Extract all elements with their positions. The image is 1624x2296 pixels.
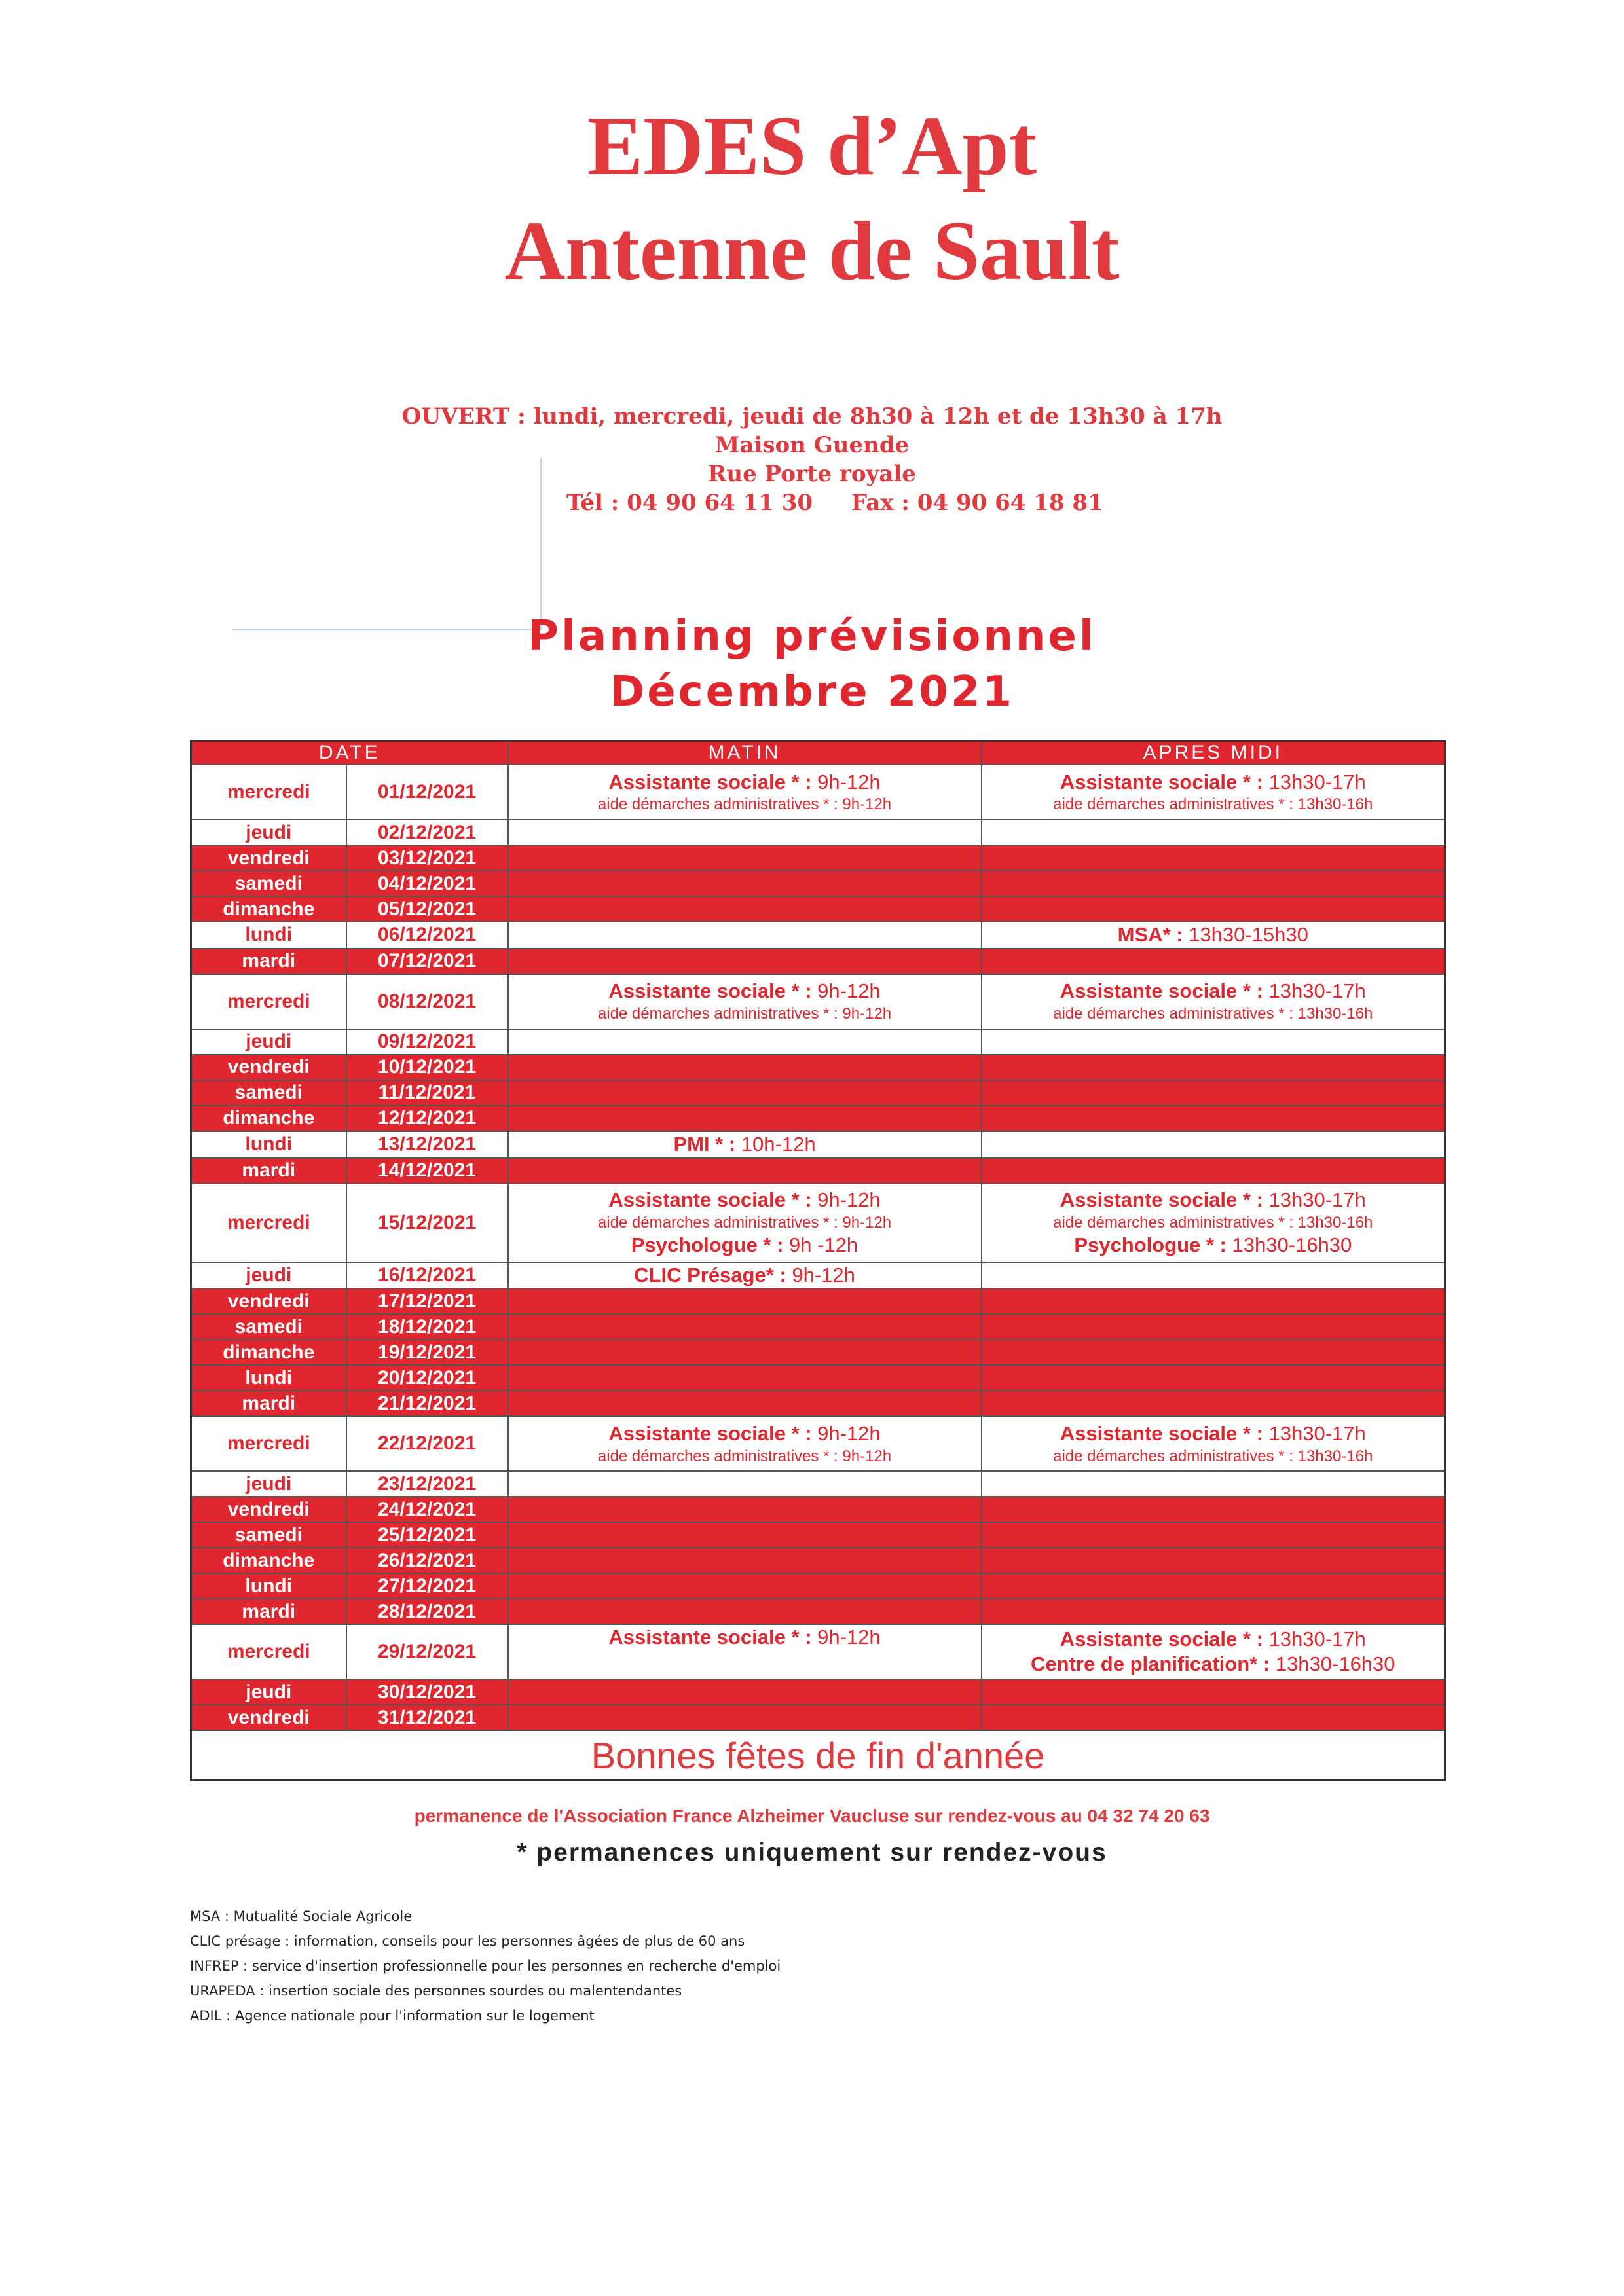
date-cell: 08/12/2021	[346, 974, 508, 1029]
date-cell: 21/12/2021	[346, 1391, 508, 1416]
schedule-row	[191, 1548, 1445, 1573]
afternoon-cell	[982, 1262, 1445, 1289]
schedule-row	[191, 1416, 1445, 1471]
date-cell: 16/12/2021	[346, 1262, 508, 1289]
afternoon-cell	[982, 820, 1445, 845]
schedule-row	[191, 1158, 1445, 1184]
glossary-item: CLIC présage : information, conseils pour les personnes âgées de plus de 60 ans	[190, 1933, 745, 1949]
date-cell: 14/12/2021	[346, 1158, 508, 1184]
service-label: CLIC Présage* :	[634, 1263, 786, 1286]
day-cell: mardi	[191, 1599, 346, 1624]
morning-cell	[508, 922, 982, 949]
date-cell: 24/12/2021	[346, 1497, 508, 1522]
schedule-row	[191, 1131, 1445, 1158]
schedule-row	[191, 1522, 1445, 1548]
schedule-row	[191, 1573, 1445, 1599]
schedule-row	[191, 1262, 1445, 1289]
day-cell: mardi	[191, 949, 346, 974]
day-cell: jeudi	[191, 820, 346, 845]
service-label: Assistante sociale * :	[1060, 1627, 1263, 1650]
afternoon-cell	[982, 1599, 1445, 1624]
morning-cell	[508, 1548, 982, 1573]
service-hours: 13h30-17h	[1268, 1421, 1366, 1445]
afternoon-cell	[982, 1131, 1445, 1158]
day-cell: jeudi	[191, 1262, 346, 1289]
day-cell: jeudi	[191, 1471, 346, 1497]
schedule-row	[191, 1391, 1445, 1416]
service-label: aide démarches administratives * :	[597, 1447, 838, 1465]
morning-cell	[508, 1471, 982, 1497]
morning-cell	[508, 949, 982, 974]
afternoon-cell	[982, 1288, 1445, 1314]
service-hours: 13h30-17h	[1268, 770, 1366, 793]
schedule-table	[190, 740, 1446, 1781]
morning-cell	[508, 974, 982, 1029]
appointment-note: * permanences uniquement sur rendez-vous	[517, 1838, 1107, 1867]
afternoon-cell	[982, 1705, 1445, 1730]
morning-cell	[508, 845, 982, 871]
morning-cell	[508, 1705, 982, 1730]
day-cell: mercredi	[191, 1416, 346, 1471]
service-hours: 9h-12h	[817, 770, 881, 793]
service-hours: 9h-12h	[842, 1447, 892, 1465]
planning-title: Planning prévisionnel	[528, 612, 1096, 661]
fax-number: Fax : 04 90 64 18 81	[851, 490, 1103, 516]
service-label: Assistante sociale * :	[1060, 1421, 1263, 1445]
schedule-row	[191, 1705, 1445, 1730]
date-cell: 13/12/2021	[346, 1131, 508, 1158]
morning-cell	[508, 1106, 982, 1131]
service-label: Psychologue * :	[1074, 1233, 1227, 1256]
column-header-matin: MATIN	[508, 741, 982, 765]
afternoon-cell	[982, 1106, 1445, 1131]
afternoon-cell	[982, 1055, 1445, 1080]
afternoon-cell	[982, 1679, 1445, 1705]
title-line-2: Antenne de Sault	[504, 204, 1120, 297]
morning-cell	[508, 1599, 982, 1624]
alzheimer-note: permanence de l'Association France Alzheimer Vaucluse sur rendez-vous au 04 32 74 20 63	[414, 1806, 1210, 1826]
afternoon-cell	[982, 765, 1445, 820]
service-hours: 13h30-17h	[1268, 1627, 1366, 1650]
schedule-row	[191, 1314, 1445, 1339]
morning-cell	[508, 1080, 982, 1106]
date-cell: 01/12/2021	[346, 765, 508, 820]
afternoon-cell	[982, 1624, 1445, 1679]
afternoon-cell	[982, 845, 1445, 871]
date-cell: 11/12/2021	[346, 1080, 508, 1106]
date-cell: 25/12/2021	[346, 1522, 508, 1548]
service-hours: 13h30-15h30	[1189, 923, 1308, 946]
service-hours: 9h-12h	[817, 1188, 881, 1211]
service-hours: 9h -12h	[789, 1233, 858, 1256]
title-line-1: EDES d’Apt	[587, 100, 1037, 192]
service-hours: 10h-12h	[741, 1132, 816, 1156]
service-label: Assistante sociale * :	[608, 1421, 812, 1445]
day-cell: lundi	[191, 1573, 346, 1599]
date-cell: 02/12/2021	[346, 820, 508, 845]
afternoon-cell	[982, 896, 1445, 922]
morning-cell	[508, 1416, 982, 1471]
date-cell: 26/12/2021	[346, 1548, 508, 1573]
schedule-row	[191, 1106, 1445, 1131]
schedule-row	[191, 1184, 1445, 1262]
day-cell: jeudi	[191, 1029, 346, 1055]
schedule-row	[191, 949, 1445, 974]
day-cell: vendredi	[191, 845, 346, 871]
service-label: MSA* :	[1117, 923, 1183, 946]
service-label: Assistante sociale * :	[608, 770, 812, 793]
glossary-item: URAPEDA : insertion sociale des personnes sourdes ou malentendantes	[190, 1983, 682, 1999]
day-cell: samedi	[191, 1314, 346, 1339]
service-label: aide démarches administratives * :	[1053, 795, 1293, 814]
glossary-item: INFREP : service d'insertion professionnelle pour les personnes en recherche d'emploi	[190, 1958, 781, 1974]
service-label: PMI * :	[673, 1132, 736, 1156]
day-cell: dimanche	[191, 896, 346, 922]
schedule-row	[191, 871, 1445, 896]
service-hours: 13h30-16h30	[1275, 1652, 1395, 1676]
service-label: aide démarches administratives * :	[597, 1005, 838, 1023]
service-label: aide démarches administratives * :	[1053, 1005, 1293, 1023]
service-hours: 9h-12h	[842, 795, 892, 814]
column-header-date: DATE	[191, 741, 508, 765]
morning-cell	[508, 1055, 982, 1080]
service-hours: 9h-12h	[817, 979, 881, 1003]
afternoon-cell	[982, 1365, 1445, 1391]
date-cell: 18/12/2021	[346, 1314, 508, 1339]
day-cell: samedi	[191, 871, 346, 896]
service-hours: 13h30-16h	[1297, 1005, 1373, 1023]
morning-cell	[508, 820, 982, 845]
service-label: Psychologue * :	[631, 1233, 784, 1256]
day-cell: vendredi	[191, 1055, 346, 1080]
service-label: Assistante sociale * :	[608, 1626, 812, 1649]
morning-cell	[508, 1679, 982, 1705]
afternoon-cell	[982, 871, 1445, 896]
date-cell: 09/12/2021	[346, 1029, 508, 1055]
morning-cell	[508, 1522, 982, 1548]
date-cell: 12/12/2021	[346, 1106, 508, 1131]
afternoon-cell	[982, 949, 1445, 974]
afternoon-cell	[982, 1029, 1445, 1055]
date-cell: 10/12/2021	[346, 1055, 508, 1080]
morning-cell	[508, 1131, 982, 1158]
table-footer-row	[191, 1730, 1445, 1781]
schedule-row	[191, 820, 1445, 845]
day-cell: mercredi	[191, 974, 346, 1029]
schedule-row	[191, 1624, 1445, 1679]
morning-cell	[508, 896, 982, 922]
service-label: Assistante sociale * :	[608, 979, 812, 1003]
schedule-row	[191, 1055, 1445, 1080]
service-hours: 13h30-17h	[1268, 979, 1366, 1003]
day-cell: vendredi	[191, 1705, 346, 1730]
service-label: Assistante sociale * :	[1060, 979, 1263, 1003]
date-cell: 04/12/2021	[346, 871, 508, 896]
date-cell: 30/12/2021	[346, 1679, 508, 1705]
schedule-row	[191, 1471, 1445, 1497]
schedule-row	[191, 1029, 1445, 1055]
day-cell: samedi	[191, 1522, 346, 1548]
service-label: aide démarches administratives * :	[1053, 1447, 1293, 1465]
day-cell: jeudi	[191, 1679, 346, 1705]
service-hours: 13h30-16h30	[1232, 1233, 1352, 1256]
morning-cell	[508, 1314, 982, 1339]
date-cell: 07/12/2021	[346, 949, 508, 974]
schedule-row	[191, 765, 1445, 820]
afternoon-cell	[982, 1184, 1445, 1262]
schedule-row	[191, 974, 1445, 1029]
schedule-row	[191, 922, 1445, 949]
schedule-row	[191, 1288, 1445, 1314]
day-cell: mardi	[191, 1391, 346, 1416]
date-cell: 29/12/2021	[346, 1624, 508, 1679]
afternoon-cell	[982, 1548, 1445, 1573]
day-cell: lundi	[191, 1365, 346, 1391]
morning-cell	[508, 1184, 982, 1262]
day-cell: mercredi	[191, 1624, 346, 1679]
service-hours: 13h30-16h	[1297, 1447, 1373, 1465]
schedule-row	[191, 1080, 1445, 1106]
afternoon-cell	[982, 1522, 1445, 1548]
afternoon-cell	[982, 1339, 1445, 1365]
date-cell: 31/12/2021	[346, 1705, 508, 1730]
afternoon-cell	[982, 974, 1445, 1029]
service-hours: 9h-12h	[792, 1263, 855, 1286]
service-label: Assistante sociale * :	[608, 1188, 812, 1211]
phone-number: Tél : 04 90 64 11 30	[566, 490, 813, 516]
morning-cell	[508, 871, 982, 896]
morning-cell	[508, 1573, 982, 1599]
day-cell: dimanche	[191, 1106, 346, 1131]
afternoon-cell	[982, 1497, 1445, 1522]
schedule-row	[191, 1365, 1445, 1391]
service-hours: 9h-12h	[817, 1421, 881, 1445]
day-cell: mercredi	[191, 1184, 346, 1262]
service-label: Assistante sociale * :	[1060, 770, 1263, 793]
service-hours: 9h-12h	[842, 1213, 892, 1231]
service-label: aide démarches administratives * :	[1053, 1213, 1293, 1231]
date-cell: 05/12/2021	[346, 896, 508, 922]
afternoon-cell	[982, 922, 1445, 949]
date-cell: 28/12/2021	[346, 1599, 508, 1624]
service-hours: 9h-12h	[817, 1626, 881, 1649]
service-label: Assistante sociale * :	[1060, 1188, 1263, 1211]
day-cell: vendredi	[191, 1497, 346, 1522]
date-cell: 15/12/2021	[346, 1184, 508, 1262]
opening-hours: OUVERT : lundi, mercredi, jeudi de 8h30 à 12h et de 13h30 à 17h	[401, 403, 1223, 429]
morning-cell	[508, 1339, 982, 1365]
service-label: Centre de planification* :	[1031, 1652, 1270, 1676]
afternoon-cell	[982, 1471, 1445, 1497]
date-cell: 22/12/2021	[346, 1416, 508, 1471]
schedule-row	[191, 1339, 1445, 1365]
date-cell: 17/12/2021	[346, 1288, 508, 1314]
morning-cell	[508, 1624, 982, 1679]
schedule-row	[191, 896, 1445, 922]
afternoon-cell	[982, 1416, 1445, 1471]
column-header-apres-midi: APRES MIDI	[982, 741, 1445, 765]
afternoon-cell	[982, 1158, 1445, 1184]
planning-month: Décembre 2021	[610, 668, 1014, 716]
day-cell: lundi	[191, 922, 346, 949]
date-cell: 06/12/2021	[346, 922, 508, 949]
service-hours: 13h30-16h	[1297, 795, 1373, 814]
morning-cell	[508, 1365, 982, 1391]
day-cell: mercredi	[191, 765, 346, 820]
afternoon-cell	[982, 1314, 1445, 1339]
morning-cell	[508, 1288, 982, 1314]
day-cell: vendredi	[191, 1288, 346, 1314]
glossary-item: MSA : Mutualité Sociale Agricole	[190, 1908, 413, 1924]
service-hours: 9h-12h	[842, 1005, 892, 1023]
morning-cell	[508, 1262, 982, 1289]
day-cell: samedi	[191, 1080, 346, 1106]
schedule-row	[191, 845, 1445, 871]
day-cell: mardi	[191, 1158, 346, 1184]
glossary-item: ADIL : Agence nationale pour l'information sur le logement	[190, 2008, 595, 2024]
day-cell: dimanche	[191, 1548, 346, 1573]
afternoon-cell	[982, 1573, 1445, 1599]
date-cell: 23/12/2021	[346, 1471, 508, 1497]
date-cell: 19/12/2021	[346, 1339, 508, 1365]
day-cell: lundi	[191, 1131, 346, 1158]
date-cell: 27/12/2021	[346, 1573, 508, 1599]
location-name: Maison Guende	[714, 432, 910, 458]
morning-cell	[508, 1158, 982, 1184]
date-cell: 03/12/2021	[346, 845, 508, 871]
schedule-row	[191, 1599, 1445, 1624]
date-cell: 20/12/2021	[346, 1365, 508, 1391]
morning-cell	[508, 1391, 982, 1416]
morning-cell	[508, 765, 982, 820]
service-label: aide démarches administratives * :	[597, 1213, 838, 1231]
morning-cell	[508, 1029, 982, 1055]
service-hours: 13h30-17h	[1268, 1188, 1366, 1211]
service-label: aide démarches administratives * :	[597, 795, 838, 814]
afternoon-cell	[982, 1080, 1445, 1106]
service-hours: 13h30-16h	[1297, 1213, 1373, 1231]
street-address: Rue Porte royale	[708, 461, 916, 487]
morning-cell	[508, 1497, 982, 1522]
schedule-row	[191, 1497, 1445, 1522]
afternoon-cell	[982, 1391, 1445, 1416]
season-greeting: Bonnes fêtes de fin d'année	[191, 1730, 1445, 1781]
day-cell: dimanche	[191, 1339, 346, 1365]
schedule-row	[191, 1679, 1445, 1705]
